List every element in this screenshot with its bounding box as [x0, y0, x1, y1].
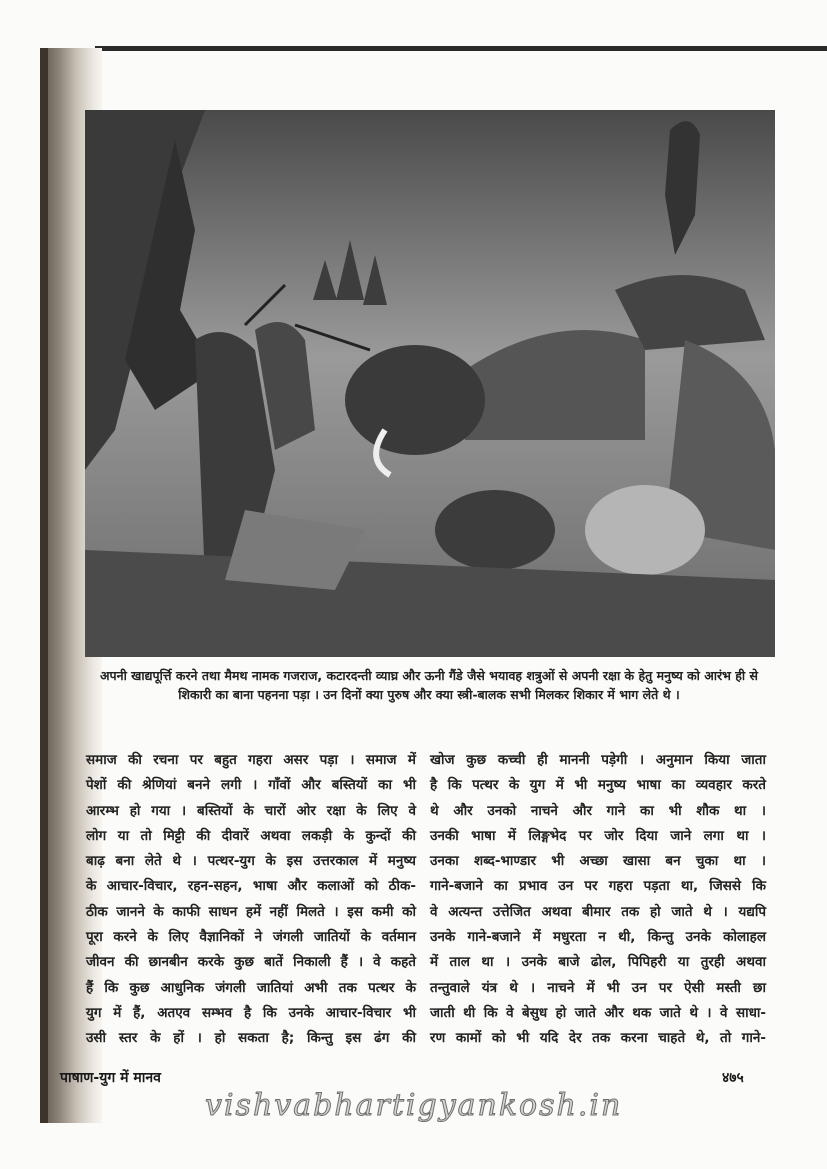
figure-caption: अपनी खाद्यपूर्त्ति करने तथा मैमथ नामक गजराज, कटारदन्ती व्याघ्र और ऊनी गैंडे जैसे भयावह शत्रुओं से अपनी रक्षा के हेतु मनुष्य को आरंभ ही से शिकारी का बाना पहनना पड़ा । उन दिनों क्या पुरुष और क्या स्त्री-बालक सभी मिलकर शिकार में भाग लेते थे । [100, 668, 758, 702]
text-line: पूरा करने के लिए वैज्ञानिकों ने जंगली जातियों के वर्तमान [86, 929, 416, 946]
text-line: जाती थी कि वे बेसुध हो जाते और थक जाते थे । वे साधा- [430, 1004, 766, 1021]
text-line: पेशों की श्रेणियां बनने लगी । गाँवों और बस्तियों का भी [86, 777, 416, 794]
text-line: तन्तुवाले यंत्र थे । नाचने में भी उन पर ऐसी मस्ती छा [430, 979, 766, 996]
text-line: है कि पत्थर के युग में भी मनुष्य भाषा का व्यवहार करते [430, 777, 766, 794]
text-line: जीवन की छानबीन करके कुछ बातें निकाली हैं । वे कहते [86, 954, 416, 971]
text-line: समाज की रचना पर बहुत गहरा असर पड़ा । समाज में [86, 752, 416, 768]
watermark: vishvabhartigyankosh.in [205, 1088, 623, 1123]
page-top-edge [95, 46, 827, 51]
text-line: थे और उनको नाचने और गाने का भी शौक था । [430, 802, 766, 819]
running-footer-title: पाषाण-युग में मानव [60, 1070, 161, 1086]
text-line: हैं कि कुछ आधुनिक जंगली जातियां अभी तक पत्थर के [86, 979, 416, 996]
text-line: में ताल था । उनके बाजे ढोल, पिपिहरी या तुरही अथवा [430, 954, 766, 971]
page-number: ४७५ [722, 1070, 744, 1086]
text-line: उनकी भाषा में लिङ्गभेद पर जोर दिया जाने लगा था । [430, 827, 766, 844]
text-line: लोग या तो मिट्टी की दीवारें अथवा लकड़ी के कुन्दों की [86, 827, 416, 844]
hunting-illustration [85, 110, 775, 657]
text-line: के आचार-विचार, रहन-सहन, भाषा और कलाओं को ठीक- [86, 878, 416, 895]
text-line: उसी स्तर के हों । हो सकता है; किन्तु इस ढंग की [86, 1030, 416, 1047]
text-line: उनका शब्द-भाण्डार भी अच्छा खासा बन चुका था । [430, 853, 766, 870]
text-line: ठीक जानने के काफी साधन हमें नहीं मिलते । इस कमी को [86, 903, 416, 920]
text-line: रण कामों को भी यदि देर तक करना चाहते थे, तो गाने- [430, 1030, 766, 1047]
book-spine-edge [40, 48, 48, 1123]
text-line: गाने-बजाने का प्रभाव उन पर गहरा पड़ता था, जिससे कि [430, 878, 766, 895]
text-line: युग में हैं, अतएव सम्भव है कि उनके आचार-विचार भी [86, 1004, 416, 1021]
text-line: बाढ़ बना लेते थे । पत्थर-युग के इस उत्तरकाल में मनुष्य [86, 853, 416, 870]
text-line: आरम्भ हो गया । बस्तियों के चारों ओर रक्षा के लिए वे [86, 802, 416, 819]
left-text-column [86, 748, 416, 1052]
text-line: उनके गाने-बजाने में मधुरता न थी, किन्तु उनके कोलाहल [430, 929, 766, 946]
text-line: खोज कुछ कच्ची ही माननी पड़ेगी । अनुमान किया जाता [430, 752, 766, 768]
right-text-column [430, 748, 766, 1052]
text-line: वे अत्यन्त उत्तेजित अथवा बीमार तक हो जाते थे । यद्यपि [430, 903, 766, 920]
